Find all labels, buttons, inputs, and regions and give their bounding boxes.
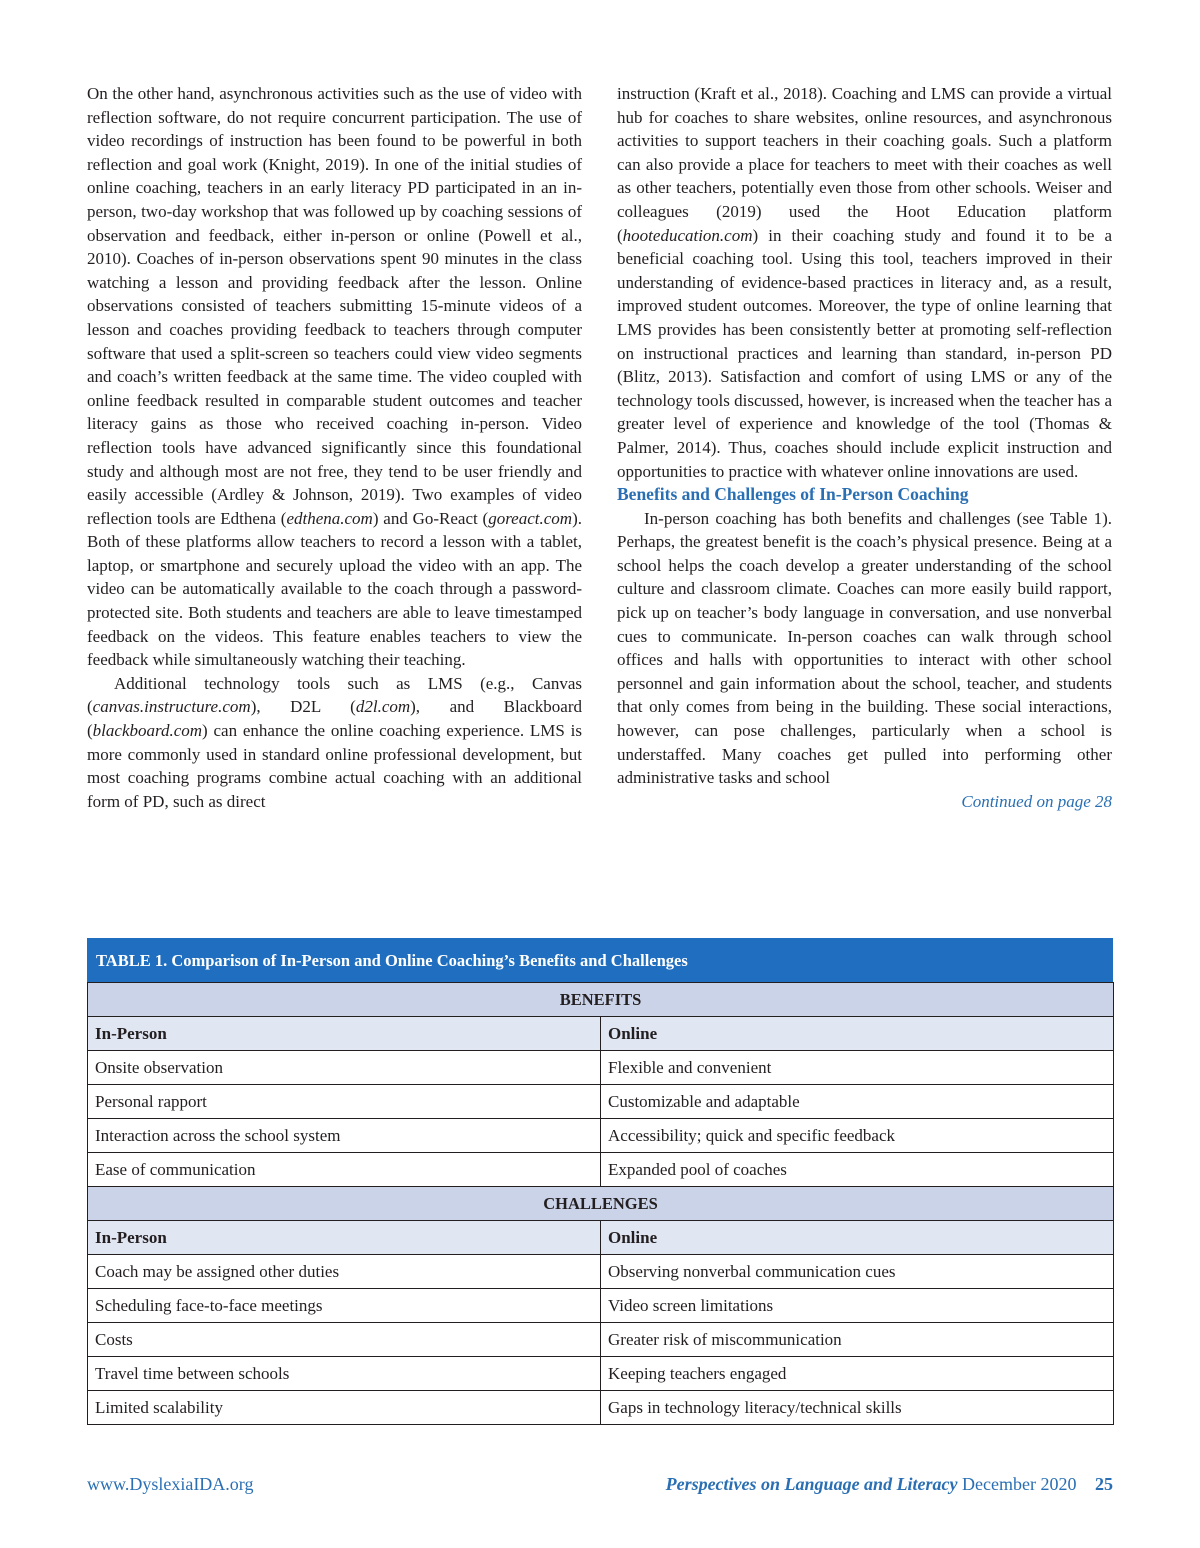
challenges-section — [88, 1187, 1114, 1221]
table-row — [88, 1051, 1114, 1085]
page-footer — [87, 1474, 1113, 1502]
page-number: 25 — [1095, 1474, 1113, 1494]
column-header-in-person: In-Person — [88, 1221, 601, 1255]
cell-online: Keeping teachers engaged — [601, 1357, 1114, 1391]
cell-in-person: Interaction across the school system — [88, 1119, 601, 1153]
cell-in-person: Onsite observation — [88, 1051, 601, 1085]
left-column — [87, 82, 582, 813]
website-link[interactable]: www.DyslexiaIDA.org — [87, 1474, 254, 1494]
cell-online: Flexible and convenient — [601, 1051, 1114, 1085]
table-row — [88, 1119, 1114, 1153]
table-row — [88, 1357, 1114, 1391]
right-paragraph-1: instruction (Kraft et al., 2018). Coaching and LMS can provide a virtual hub for coaches to share websites, online resources, and asynchronous activities to support teachers in their coaching goals. Such a platform can also provide a place for teachers to meet with their coaches as well as other teachers, potentially even those from other schools. Weiser and colleagues (2019) used the Hoot Education platform (hooteducation.com) in their coaching study and found it to be a beneficial coaching tool. Using this tool, teachers improved in their understanding of evidence-based practices in literacy and, as a result, improved student outcomes. Moreover, the type of online learning that LMS provides has been consistently better at promoting self-reflection on instructional practices and learning than standard, in-person PD (Blitz, 2013). Satisfaction and comfort of using LMS or any of the technology tools discussed, however, is increased when the teacher has a greater level of experience and knowledge of the tool (Thomas & Palmer, 2014). Thus, coaches should include explicit instruction and opportunities to practice with whatever online innovations are used. — [617, 84, 1112, 481]
cell-in-person: Scheduling face-to-face meetings — [88, 1289, 601, 1323]
cell-online: Video screen limitations — [601, 1289, 1114, 1323]
cell-online: Accessibility; quick and specific feedback — [601, 1119, 1114, 1153]
table-row — [88, 1323, 1114, 1357]
benefits-section-label: BENEFITS — [88, 983, 1114, 1017]
left-paragraph-2: Additional technology tools such as LMS (e.g., Canvas (canvas.instructure.com), D2L (d2l.com), and Blackboard (blackboard.com) can enhance the online coaching experience. LMS is more commonly used in standard online professional development, but most coaching programs combine actual coaching with an additional form of PD, such as direct — [87, 673, 582, 811]
right-column — [617, 82, 1112, 813]
cell-in-person: Personal rapport — [88, 1085, 601, 1119]
right-paragraph-2: In-person coaching has both benefits and challenges (see Table 1). Perhaps, the greatest benefit is the coach’s physical presence. Being at a school helps the coach develop a greater understanding of the school culture and classroom climate. Coaches can more easily build rapport, pick up on teacher’s body language in conversation, and use nonverbal cues to communicate. In-person coaches can walk through school offices and halls with opportunities to interact with other school personnel and gain information about the school, teacher, and students that only comes from being in the building. These social interactions, however, can pose challenges, particularly when a school is understaffed. Many coaches get pulled into performing other administrative tasks and school — [617, 508, 1112, 788]
column-header-online: Online — [601, 1221, 1114, 1255]
table-row — [88, 1255, 1114, 1289]
cell-online: Customizable and adaptable — [601, 1085, 1114, 1119]
cell-in-person: Ease of communication — [88, 1153, 601, 1187]
cell-online: Observing nonverbal communication cues — [601, 1255, 1114, 1289]
link-d2l: d2l.com — [355, 697, 411, 717]
table-row — [88, 1085, 1114, 1119]
link-blackboard: blackboard.com — [92, 721, 203, 741]
challenges-column-header-row — [88, 1221, 1114, 1255]
link-goreact: goreact.com — [488, 508, 573, 528]
column-header-in-person: In-Person — [88, 1017, 601, 1051]
table-grid — [87, 982, 1114, 1425]
cell-online: Greater risk of miscommunication — [601, 1323, 1114, 1357]
footer-right — [666, 1474, 1113, 1495]
link-canvas: canvas.instructure.com — [92, 697, 251, 717]
column-header-online: Online — [601, 1017, 1114, 1051]
cell-in-person: Costs — [88, 1323, 601, 1357]
section-heading: Benefits and Challenges of In-Person Coaching — [617, 484, 969, 505]
comparison-table — [87, 938, 1113, 1425]
table-row — [88, 1391, 1114, 1425]
table-title: TABLE 1. Comparison of In-Person and Online Coaching’s Benefits and Challenges — [87, 938, 1113, 982]
table-row — [88, 1289, 1114, 1323]
benefits-column-header-row — [88, 1017, 1114, 1051]
cell-in-person: Travel time between schools — [88, 1357, 601, 1391]
link-hooteducation: hooteducation.com — [622, 225, 753, 245]
link-edthena: edthena.com — [286, 508, 373, 528]
cell-online: Expanded pool of coaches — [601, 1153, 1114, 1187]
issue-date: December 2020 — [962, 1474, 1077, 1494]
cell-in-person: Limited scalability — [88, 1391, 601, 1425]
cell-online: Gaps in technology literacy/technical skills — [601, 1391, 1114, 1425]
journal-title: Perspectives on Language and Literacy — [665, 1474, 958, 1494]
cell-in-person: Coach may be assigned other duties — [88, 1255, 601, 1289]
continued-note: Continued on page 28 — [961, 791, 1112, 811]
challenges-section-label: CHALLENGES — [88, 1187, 1114, 1221]
left-paragraph-1: On the other hand, asynchronous activities such as the use of video with reflection software, do not require concurrent participation. The use of video recordings of instruction has been found to be powerful in both reflection and goal work (Knight, 2019). In one of the initial studies of online coaching, teachers in an early literacy PD participated in an in-person, two-day workshop that was followed up by coaching sessions of observation and feedback, either in-person or online (Powell et al., 2010). Coaches of in-person observations spent 90 minutes in the class watching a lesson and providing feedback after the lesson. Online observations consisted of teachers submitting 15-minute videos of a lesson and coaches providing feedback to teachers through computer software that used a split-screen so teachers could view video segments and coach’s written feedback at the same time. The video coupled with online feedback resulted in comparable student outcomes and teacher literacy gains as those who received coaching in-person. Video reflection tools have advanced significantly since this foundational study and although most are not free, they tend to be user friendly and easily accessible (Ardley & Johnson, 2019). Two examples of video reflection tools are Edthena (edthena.com) and Go-React (goreact.com). Both of these platforms allow teachers to record a lesson with a tablet, laptop, or smartphone and securely upload the video with an app. The video can be automatically available to the coach through a password-protected site. Both students and teachers are able to leave timestamped feedback on the videos. This feature enables teachers to view the feedback while simultaneously watching their teaching. — [87, 84, 582, 670]
table-row — [88, 1153, 1114, 1187]
benefits-section — [88, 983, 1114, 1017]
